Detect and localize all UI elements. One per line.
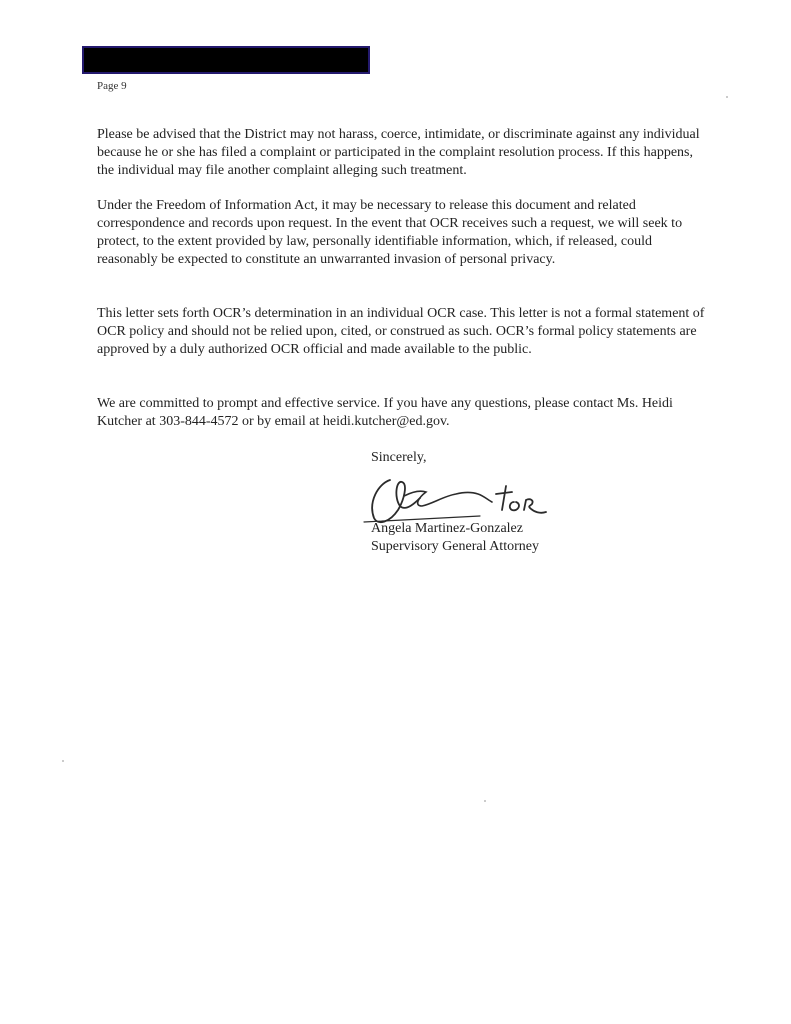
- signer-title: Supervisory General Attorney: [371, 539, 539, 554]
- closing-salutation: Sincerely,: [371, 450, 427, 465]
- paragraph-foia: Under the Freedom of Information Act, it may be necessary to release this document and related correspondence and records upon request. In the event that OCR receives such a request, we will seek to protect, to the extent provided by law, personally identifiable information, which, if released, could reasonably be expected to constitute an unwarranted invasion of personal privacy.: [97, 198, 683, 267]
- paragraph-non-retaliation: Please be advised that the District may not harass, coerce, intimidate, or discriminate against any individual because he or she has filed a complaint or participated in the complaint resolution process. If this happens, the individual may file another complaint alleging such treatment.: [97, 127, 700, 178]
- paragraph-contact: We are committed to prompt and effective service. If you have any questions, please contact Ms. Heidi Kutcher at 303-844-4572 or by email at heidi.kutcher@ed.gov.: [97, 396, 673, 429]
- redaction-block: [82, 46, 370, 74]
- page-number: Page 9: [97, 80, 127, 92]
- handwritten-signature: [360, 462, 560, 528]
- scan-speck: [484, 800, 486, 802]
- scan-speck: [726, 96, 728, 98]
- signer-name: Angela Martinez-Gonzalez: [371, 521, 523, 536]
- scan-speck: [62, 760, 64, 762]
- paragraph-determination: This letter sets forth OCR’s determination in an individual OCR case. This letter is not a formal statement of OCR policy and should not be relied upon, cited, or construed as such. OCR’s formal policy statements are approved by a duly authorized OCR official and made available to the public.: [97, 306, 705, 357]
